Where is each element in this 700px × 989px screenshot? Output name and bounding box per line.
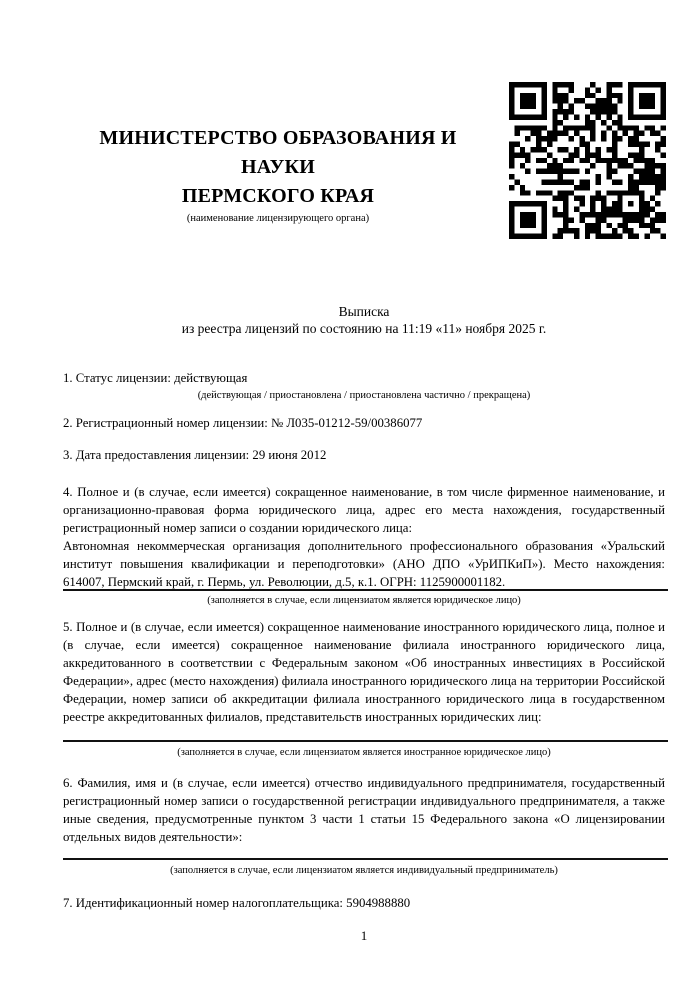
item-5-caption: (заполняется в случае, если лицензиатом является иностранное юридическое лицо)	[177, 747, 551, 758]
authority-name-line1: МИНИСТЕРСТВО ОБРАЗОВАНИЯ И НАУКИ	[99, 127, 457, 178]
item-2-text: 2. Регистрационный номер лицензии: № Л035-01212-59/00386077	[63, 416, 423, 430]
divider-item-4	[63, 589, 668, 591]
authority-name-line2: ПЕРМСКОГО КРАЯ	[181, 185, 375, 207]
item-7-taxpayer-number	[63, 894, 665, 912]
item-4-text: 4. Полное и (в случае, если имеется) сокращенное наименование, в том числе фирменное наименование, и организационно-правовая форма юридического лица, адрес его места нахождения, государственный регистрационный номер записи о создании юридического лица:	[63, 485, 665, 535]
item-4-caption: (заполняется в случае, если лицензиатом является юридическое лицо)	[207, 595, 521, 606]
licensing-authority-header	[63, 124, 493, 226]
item-5-text: 5. Полное и (в случае, если имеется) сокращенное наименование иностранного юридического лица, полное и (в случае, если имеется) сокращенное наименование филиала иностранного юридического лица, аккредитованного в соответствии с Федеральным законом «Об иностранных инвестициях в Российской Федерации», адрес (место нахождения) филиала иностранного юридического лица на территории Российской Федерации, номер записи об аккредитации филиала иностранного юридического лица в государственном реестре аккредитованных филиалов, представительств иностранных юридических лиц:	[63, 620, 665, 724]
document-title-line1: Выписка	[338, 304, 390, 319]
item-4-value: Автономная некоммерческая организация дополнительного профессионального образования «Уральский институт повышения квалификации и переподготовки» (АНО ДПО «УрИПКиП»). Место нахождения: 614007, Пермский край, г. Пермь, ул. Революции, д.5, к.1. ОГРН: 1125900001182.	[63, 539, 665, 589]
item-2-registration-number	[63, 414, 665, 432]
qr-code	[509, 82, 666, 239]
item-5-foreign-entity	[63, 618, 665, 726]
item-6-text: 6. Фамилия, имя и (в случае, если имеется) отчество индивидуального предпринимателя, государственный регистрационный номер записи о государственной регистрации индивидуального предпринимателя, а также иные сведения, предусмотренные пунктом 3 части 1 статьи 15 Федерального закона «О лицензировании отдельных видов деятельности»:	[63, 776, 665, 844]
item-3-license-date	[63, 446, 665, 464]
item-6-caption: (заполняется в случае, если лицензиатом является индивидуальный предприниматель)	[170, 865, 558, 876]
page-number: 1	[360, 928, 368, 943]
divider-item-6	[63, 858, 668, 860]
item-4-legal-entity	[63, 483, 665, 591]
document-title-line2: из реестра лицензий по состоянию на 11:19 «11» ноября 2025 г.	[181, 321, 547, 336]
item-1-text: 1. Статус лицензии: действующая	[63, 371, 248, 385]
item-1-caption: (действующая / приостановлена / приостановлена частично / прекращена)	[197, 390, 531, 401]
item-3-text: 3. Дата предоставления лицензии: 29 июня 2012	[63, 448, 327, 462]
divider-item-5	[63, 740, 668, 742]
item-1-license-status	[63, 369, 665, 387]
item-7-text: 7. Идентификационный номер налогоплательщика: 5904988880	[63, 896, 411, 910]
item-6-individual-entrepreneur	[63, 774, 665, 846]
document-title	[63, 303, 665, 337]
authority-caption: (наименование лицензирующего органа)	[186, 213, 370, 224]
